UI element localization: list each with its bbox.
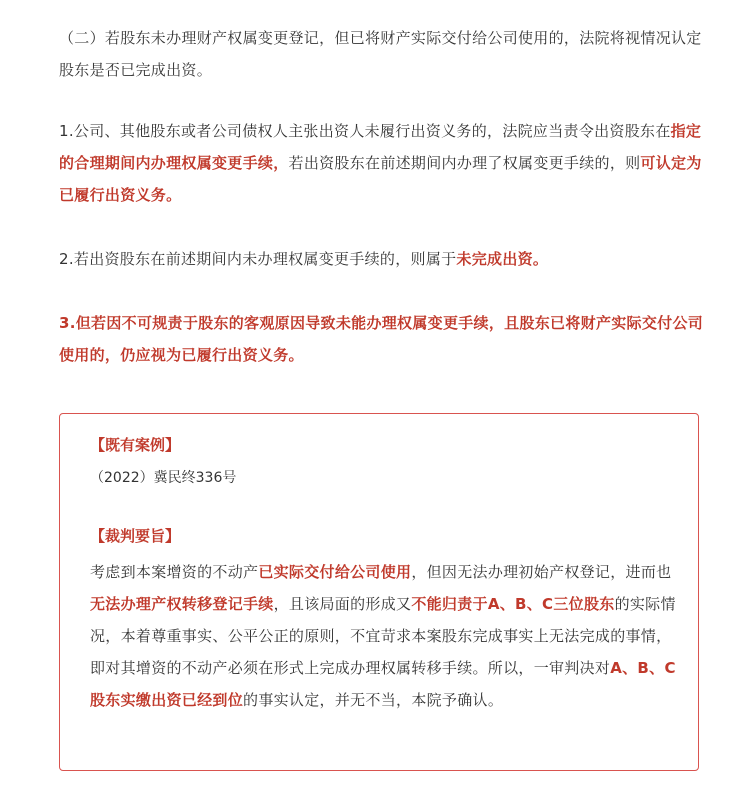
gist-text-5: 的事实认定，并无不当，本院予确认。 [243,691,504,709]
item-2-paragraph [59,243,709,275]
item-3-paragraph [59,307,709,371]
section-heading-text: （二）若股东未办理财产权属变更登记，但已将财产实际交付给公司使用的，法院将视情况认定股东是否已完成出资。 [59,29,702,79]
item-1-middle: 若出资股东在前述期间内办理了权属变更手续的，则 [288,154,641,172]
gist-highlight-delivered: 已实际交付给公司使用 [258,563,412,581]
judgment-gist-heading: 【裁判要旨】 [90,527,181,545]
gist-text-4: 的实际情况，本着尊重事实、公平公正的原则，不宜苛求本案股东完成事实上无法完成的事情，即对其增资的不动产必须在形式上完成办理权属转移手续。所以，一审判决对 [90,595,676,677]
item-1-prefix: 1.公司、其他股东或者公司债权人主张出资人未履行出资义务的，法院应当责令出资股东在 [59,122,671,140]
item-3-prefix: 3.但若 [59,314,107,332]
gist-text-1: 考虑到本案增资的不动产 [90,563,259,581]
item-1-highlight-fulfilled: 可认定为已履行出资义务。 [59,154,702,204]
case-number: （2022）冀民终336号 [90,470,237,486]
item-3-highlight: 因不可规责于股东的客观原因导致未能办理权属变更手续，且股东已将财产实际交付公司使用的，仍应视为已履行出资义务。 [59,314,704,364]
item-2-prefix: 2.若出资股东在前述期间内未办理权属变更手续的，则属于 [59,250,457,268]
gist-highlight-no-transfer: 无法办理产权转移登记手续 [90,595,274,613]
case-box [59,413,699,771]
item-1-highlight-period: 指定的合理期间内办理权属变更手续， [59,122,702,172]
gist-text-2: ，但因无法办理初始产权登记，进而也 [411,563,672,581]
gist-highlight-not-attributable: 不能归责于A、B、C三位股东 [411,595,615,613]
item-1-paragraph [59,115,709,211]
section-heading [59,22,709,86]
judgment-gist-text [90,556,680,716]
gist-text-3: ，且该局面的形成又 [273,595,412,613]
existing-case-heading: 【既有案例】 [90,436,181,454]
gist-highlight-paid-in: A、B、C股东实缴出资已经到位 [90,659,676,709]
item-2-highlight: 未完成出资。 [456,250,549,268]
